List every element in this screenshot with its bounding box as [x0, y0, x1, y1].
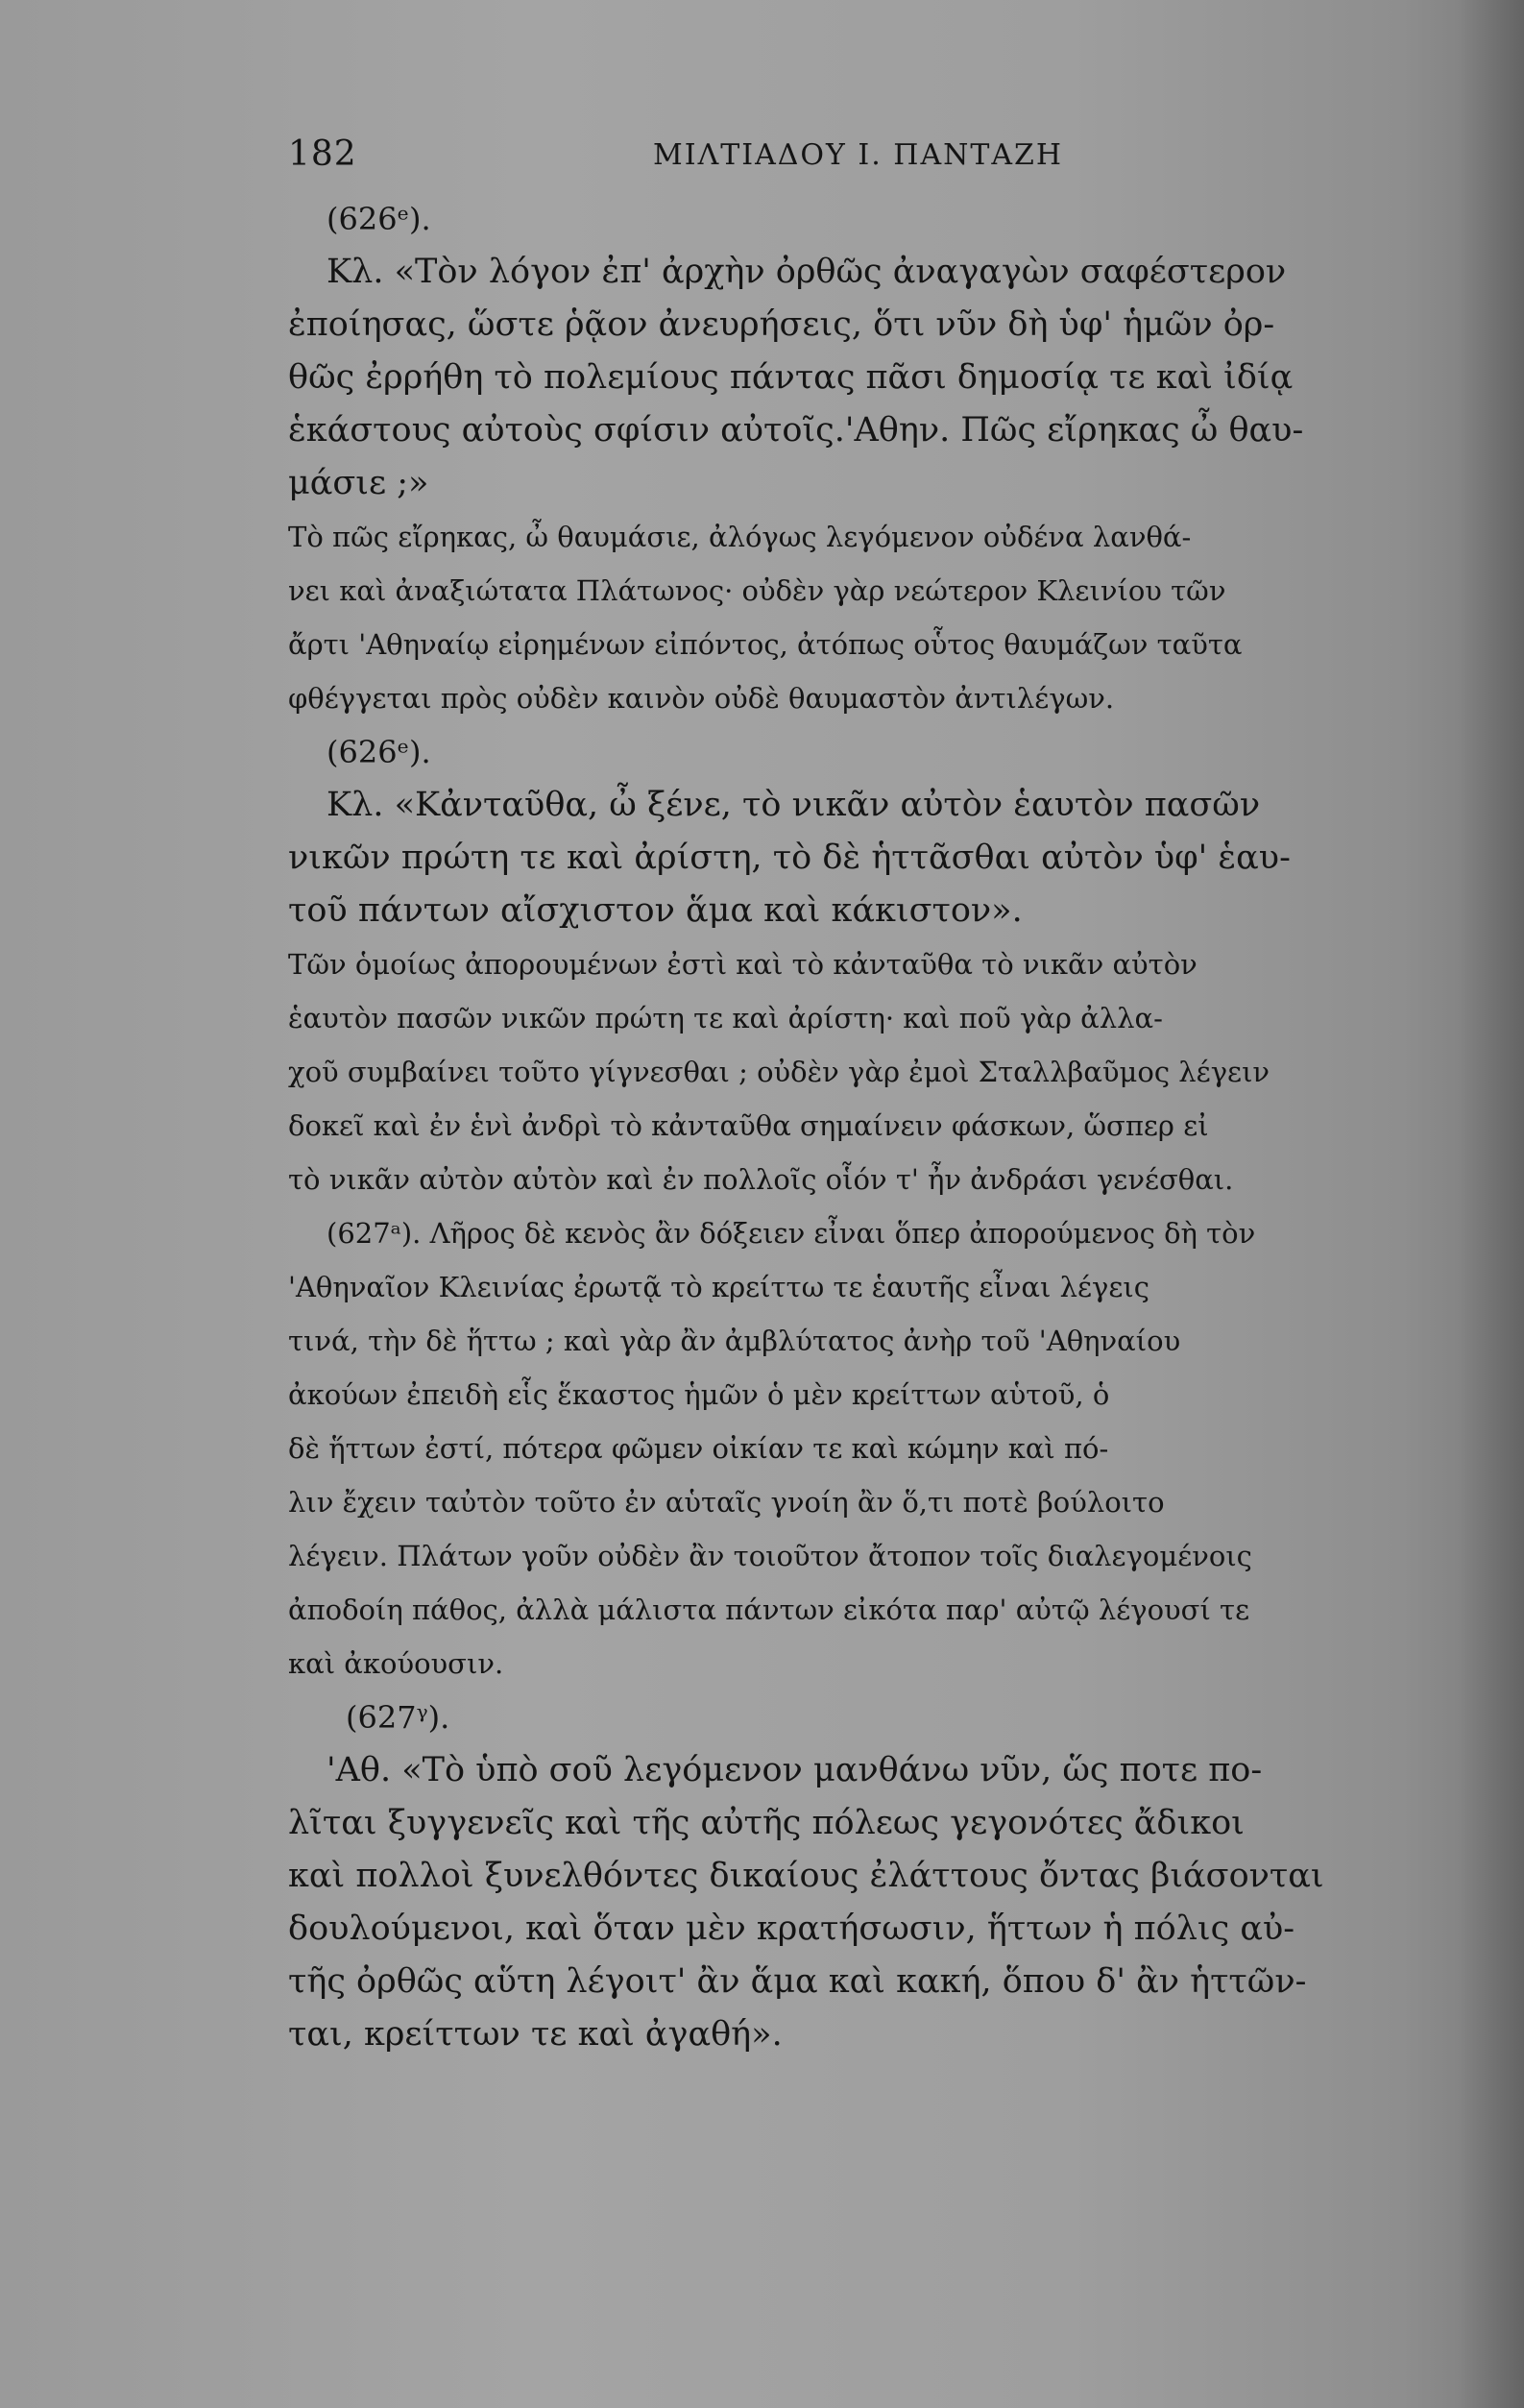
commentary-line: δοκεῖ καὶ ἐν ἑνὶ ἀνδρὶ τὸ κἀνταῦθα σημαίνειν φάσκων, ὥσπερ εἰ	[288, 1109, 1209, 1142]
commentary-line: νει καὶ ἀναξιώτατα Πλάτωνος· οὐδὲν γὰρ νεώτερον Κλεινίου τῶν	[288, 574, 1226, 607]
quotation-line: καὶ πολλοὶ ξυνελθόντες δικαίους ἐλάττους ὄντας βιάσονται	[288, 1857, 1324, 1895]
commentary-line: καὶ ἀκούουσιν.	[288, 1647, 504, 1680]
quotation-line: μάσιε ;»	[288, 464, 429, 502]
commentary-line: ἀκούων ἐπειδὴ εἷς ἕκαστος ἡμῶν ὁ μὲν κρείττων αὑτοῦ, ὁ	[288, 1378, 1110, 1411]
page-number: 182	[288, 134, 357, 174]
quotation-line: Κλ. «Τὸν λόγον ἐπ' ἀρχὴν ὀρθῶς ἀναγαγὼν σαφέστερον	[327, 253, 1287, 291]
commentary-line: φθέγγεται πρὸς οὐδὲν καινὸν οὐδὲ θαυμαστὸν ἀντιλέγων.	[288, 682, 1115, 715]
quotation-line: νικῶν πρώτη τε καὶ ἀρίστη, τὸ δὲ ἡττᾶσθαι αὐτὸν ὑφ' ἑαυ-	[288, 839, 1291, 877]
commentary-line: 'Αθηναῖον Κλεινίας ἐρωτᾷ τὸ κρείττω τε ἑαυτῆς εἶναι λέγεις	[288, 1271, 1149, 1303]
quotation-line: δουλούμενοι, καὶ ὅταν μὲν κρατήσωσιν, ἥττων ἡ πόλις αὐ-	[288, 1909, 1295, 1948]
text-block	[288, 134, 1431, 2061]
quotation-line: τῆς ὀρθῶς αὕτη λέγοιτ' ἂν ἅμα καὶ κακή, ὅπου δ' ἂν ἡττῶν-	[288, 1962, 1307, 2001]
commentary-line: δὲ ἥττων ἐστί, πότερα φῶμεν οἰκίαν τε καὶ κώμην καὶ πό-	[288, 1432, 1109, 1465]
section-reference: (627ᵞ).	[346, 1699, 450, 1736]
quotation-line: ἐποίησας, ὥστε ῥᾷον ἀνευρήσεις, ὅτι νῦν δὴ ὑφ' ἡμῶν ὀρ-	[288, 305, 1275, 344]
commentary-line: τινά, τὴν δὲ ἥττω ; καὶ γὰρ ἂν ἀμβλύτατος ἀνὴρ τοῦ 'Αθηναίου	[288, 1325, 1181, 1357]
page-body	[288, 192, 1431, 2061]
page-gutter-shadow	[1457, 0, 1524, 2408]
quotation-line: λῖται ξυγγενεῖς καὶ τῆς αὐτῆς πόλεως γεγονότες ἄδικοι	[288, 1804, 1245, 1842]
commentary-line: ἄρτι 'Αθηναίῳ εἰρημένων εἰπόντος, ἀτόπως οὗτος θαυμάζων ταῦτα	[288, 628, 1243, 661]
quotation-line: Κλ. «Κἀνταῦθα, ὦ ξένε, τὸ νικᾶν αὐτὸν ἑαυτὸν πασῶν	[327, 786, 1261, 824]
commentary-line: Τῶν ὁμοίως ἀπορουμένων ἐστὶ καὶ τὸ κἀνταῦθα τὸ νικᾶν αὐτὸν	[288, 948, 1197, 981]
running-head: ΜΙΛΤΙΑΔΟΥ Ι. ΠΑΝΤΑΖΗ	[653, 138, 1064, 172]
commentary-line: χοῦ συμβαίνει τοῦτο γίγνεσθαι ; οὐδὲν γὰρ ἐμοὶ Σταλλβαῦμος λέγειν	[288, 1056, 1270, 1088]
page-header	[288, 134, 1431, 192]
commentary-line: ἑαυτὸν πασῶν νικῶν πρώτη τε καὶ ἀρίστη· καὶ ποῦ γὰρ ἀλλα-	[288, 1002, 1163, 1034]
commentary-line: τὸ νικᾶν αὐτὸν αὐτὸν καὶ ἐν πολλοῖς οἷόν τ' ἦν ἀνδράσι γενέσθαι.	[288, 1163, 1234, 1196]
quotation-line: τοῦ πάντων αἴσχιστον ἅμα καὶ κάκιστον».	[288, 891, 1023, 930]
quotation-line: θῶς ἐρρήθη τὸ πολεμίους πάντας πᾶσι δημοσίᾳ τε καὶ ἰδίᾳ	[288, 358, 1294, 397]
section-reference: (626ᵉ).	[327, 201, 431, 237]
commentary-line: λιν ἔχειν ταὐτὸν τοῦτο ἐν αὑταῖς γνοίη ἂν ὅ,τι ποτὲ βούλοιτο	[288, 1486, 1165, 1519]
quotation-line: ται, κρείττων τε καὶ ἀγαθή».	[288, 2015, 783, 2054]
commentary-line: λέγειν. Πλάτων γοῦν οὐδὲν ἂν τοιοῦτον ἄτοπον τοῖς διαλεγομένοις	[288, 1540, 1252, 1572]
commentary-line: (627ᵃ). Λῆρος δὲ κενὸς ἂν δόξειεν εἶναι ὅπερ ἀπορούμενος δὴ τὸν	[327, 1217, 1256, 1250]
quotation-line: ἑκάστους αὐτοὺς σφίσιν αὐτοῖς.'Αθην. Πῶς εἴρηκας ὦ θαυ-	[288, 411, 1304, 450]
commentary-line: ἀποδοίη πάθος, ἀλλὰ μάλιστα πάντων εἰκότα παρ' αὐτῷ λέγουσί τε	[288, 1593, 1250, 1626]
commentary-line: Τὸ πῶς εἴρηκας, ὦ θαυμάσιε, ἀλόγως λεγόμενον οὐδένα λανθά-	[288, 521, 1192, 553]
quotation-line: 'Αθ. «Τὸ ὑπὸ σοῦ λεγόμενον μανθάνω νῦν, ὥς ποτε πο-	[327, 1751, 1263, 1789]
section-reference: (626ᵉ).	[327, 734, 431, 770]
